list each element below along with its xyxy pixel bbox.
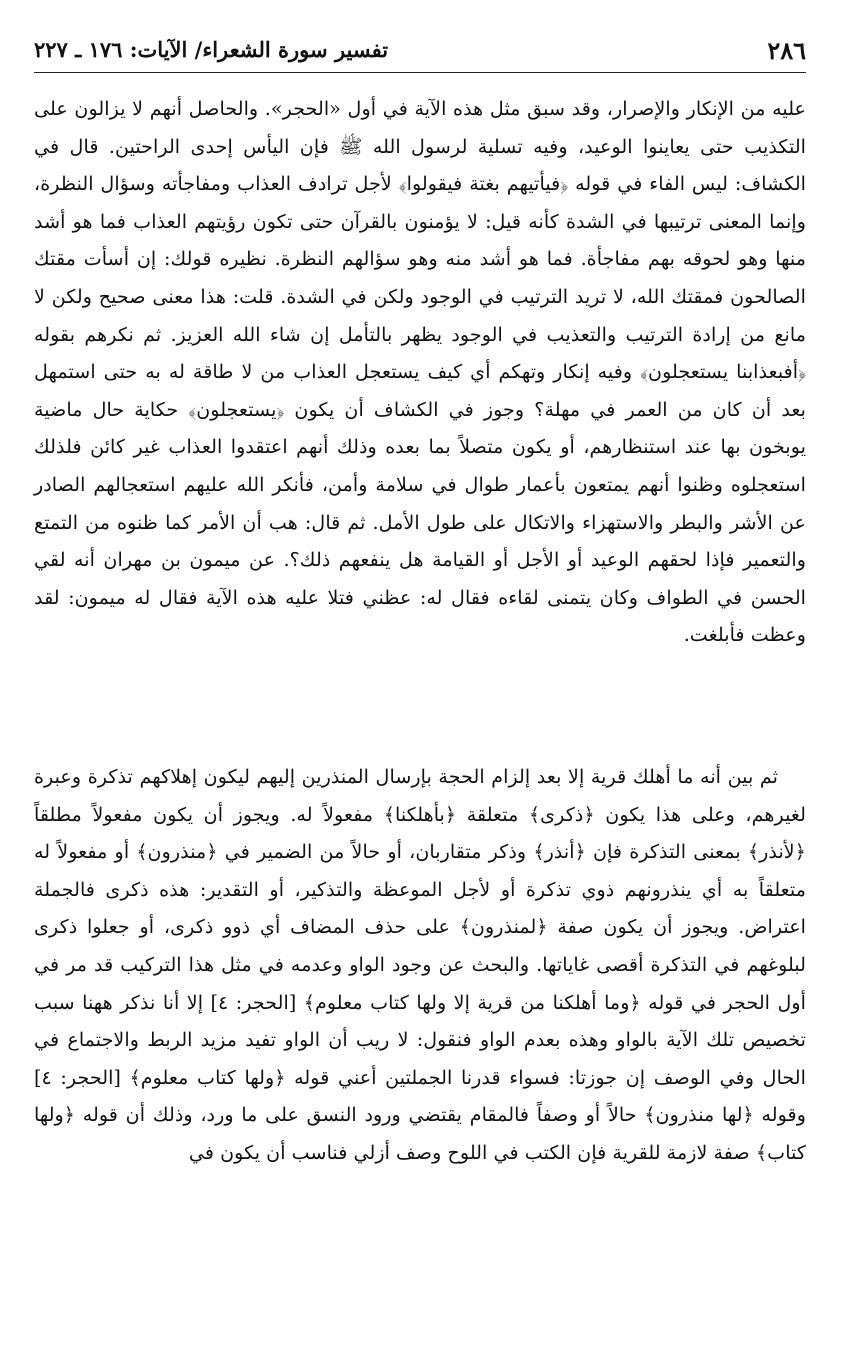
page-number: ٢٨٦ (767, 36, 806, 65)
running-title: تفسير سورة الشعراء/ الآيات: ١٧٦ ـ ٢٢٧ (34, 37, 389, 62)
paragraph: ثم بين أنه ما أهلك قرية إلا بعد إلزام الحجة بإرسال المنذرين إليهم ليكون إهلاكهم تذكرة وعبرة لغيرهم، وعلى هذا يكون ﴿ذكرى﴾ متعلقة ﴿بأهلكنا﴾ مفعولاً له. ويجوز أن يكون مفعولاً مطلقاً ﴿لأنذر﴾ بمعنى التذكرة فإن ﴿أنذر﴾ وذكر متقاربان، أو حالاً من الضمير في ﴿منذرون﴾ أو مفعولاً له متعلقاً به أي ينذرونهم ذوي تذكرة أو لأجل الموعظة والتذكير، أو التقدير: هذه ذكرى فالجملة اعتراض. ويجوز أن يكون صفة ﴿لمنذرون﴾ على حذف المضاف أي ذوو ذكرى، أو جعلوا ذكرى لبلوغهم في التذكرة أقصى غاياتها. والبحث عن وجود الواو وعدمه في مثل هذا التركيب قد مر في أول الحجر في قوله ﴿وما أهلكنا من قرية إلا ولها كتاب معلوم﴾ [الحجر: ٤] إلا أنا نذكر ههنا سبب تخصيص تلك الآية بالواو وهذه بعدم الواو فنقول: لا ريب أن الواو تفيد مزيد الربط والاجتماع في الحال وفي الوصف إن جوزتا: فسواء قدرنا الجملتين أعني قوله ﴿ولها كتاب معلوم﴾ [الحجر: ٤] وقوله ﴿لها منذرون﴾ حالاً أو وصفاً فالمقام يقتضي ورود النسق على ما ورد، وذلك أن قوله ﴿ولها كتاب﴾ صفة لازمة للقرية فإن الكتب في اللوح وصف أزلي فناسب أن يكون في (34, 765, 806, 1164)
body-text-block-2 (34, 758, 806, 1172)
body-text-block-1 (34, 90, 806, 654)
page-header (34, 32, 806, 73)
paragraph: عليه من الإنكار والإصرار، وقد سبق مثل هذه الآية في أول «الحجر». والحاصل أنهم لا يزالون على التكذيب حتى يعاينوا الوعيد، وفيه تسلية لرسول الله ﷺ فإن اليأس إحدى الراحتين. قال في الكشاف: ليس الفاء في قوله ﴿فيأتيهم بغتة فيقولوا﴾ لأجل ترادف العذاب ومفاجأته وسؤال النظرة، وإنما المعنى ترتيبها في الشدة كأنه قيل: لا يؤمنون بالقرآن حتى تكون رؤيتهم العذاب فما هو أشد منها وهو لحوقه بهم مفاجأة. فما هو أشد منه وهو سؤالهم النظرة. نظيره قولك: إن أسأت مقتك الصالحون فمقتك الله، لا تريد الترتيب في الوجود ولكن في الشدة. قلت: هذا معنى صحيح ولكن لا مانع من إرادة الترتيب والتعذيب في الوجود يظهر بالتأمل إن شاء الله العزيز. ثم نكرهم بقوله ﴿أفبعذابنا يستعجلون﴾ وفيه إنكار وتهكم أي كيف يستعجل العذاب من لا طاقة له به حتى استمهل بعد أن كان من العمر في مهلة؟ وجوز في الكشاف أن يكون ﴿يستعجلون﴾ حكاية حال ماضية يوبخون بها عند استنظارهم، أو يكون متصلاً بما بعده وذلك أنهم اعتقدوا العذاب غير كائن فلذلك استعجلوه وظنوا أنهم يمتعون بأعمار طوال في سلامة وأمن، فأنكر الله عليهم استعجالهم الصادر عن الأشر والبطر والاستهزاء والاتكال على طول الأمل. ثم قال: هب أن الأمر كما ظنوه من التمتع والتعمير فإذا لحقهم الوعيد أو الأجل أو القيامة هل ينفعهم ذلك؟. عن ميمون بن مهران أنه لقي الحسن في الطواف وكان يتمنى لقاءه فقال له: عظني فتلا عليه هذه الآية فقال له ميمون: لقد وعظت فأبلغت. (34, 97, 806, 647)
